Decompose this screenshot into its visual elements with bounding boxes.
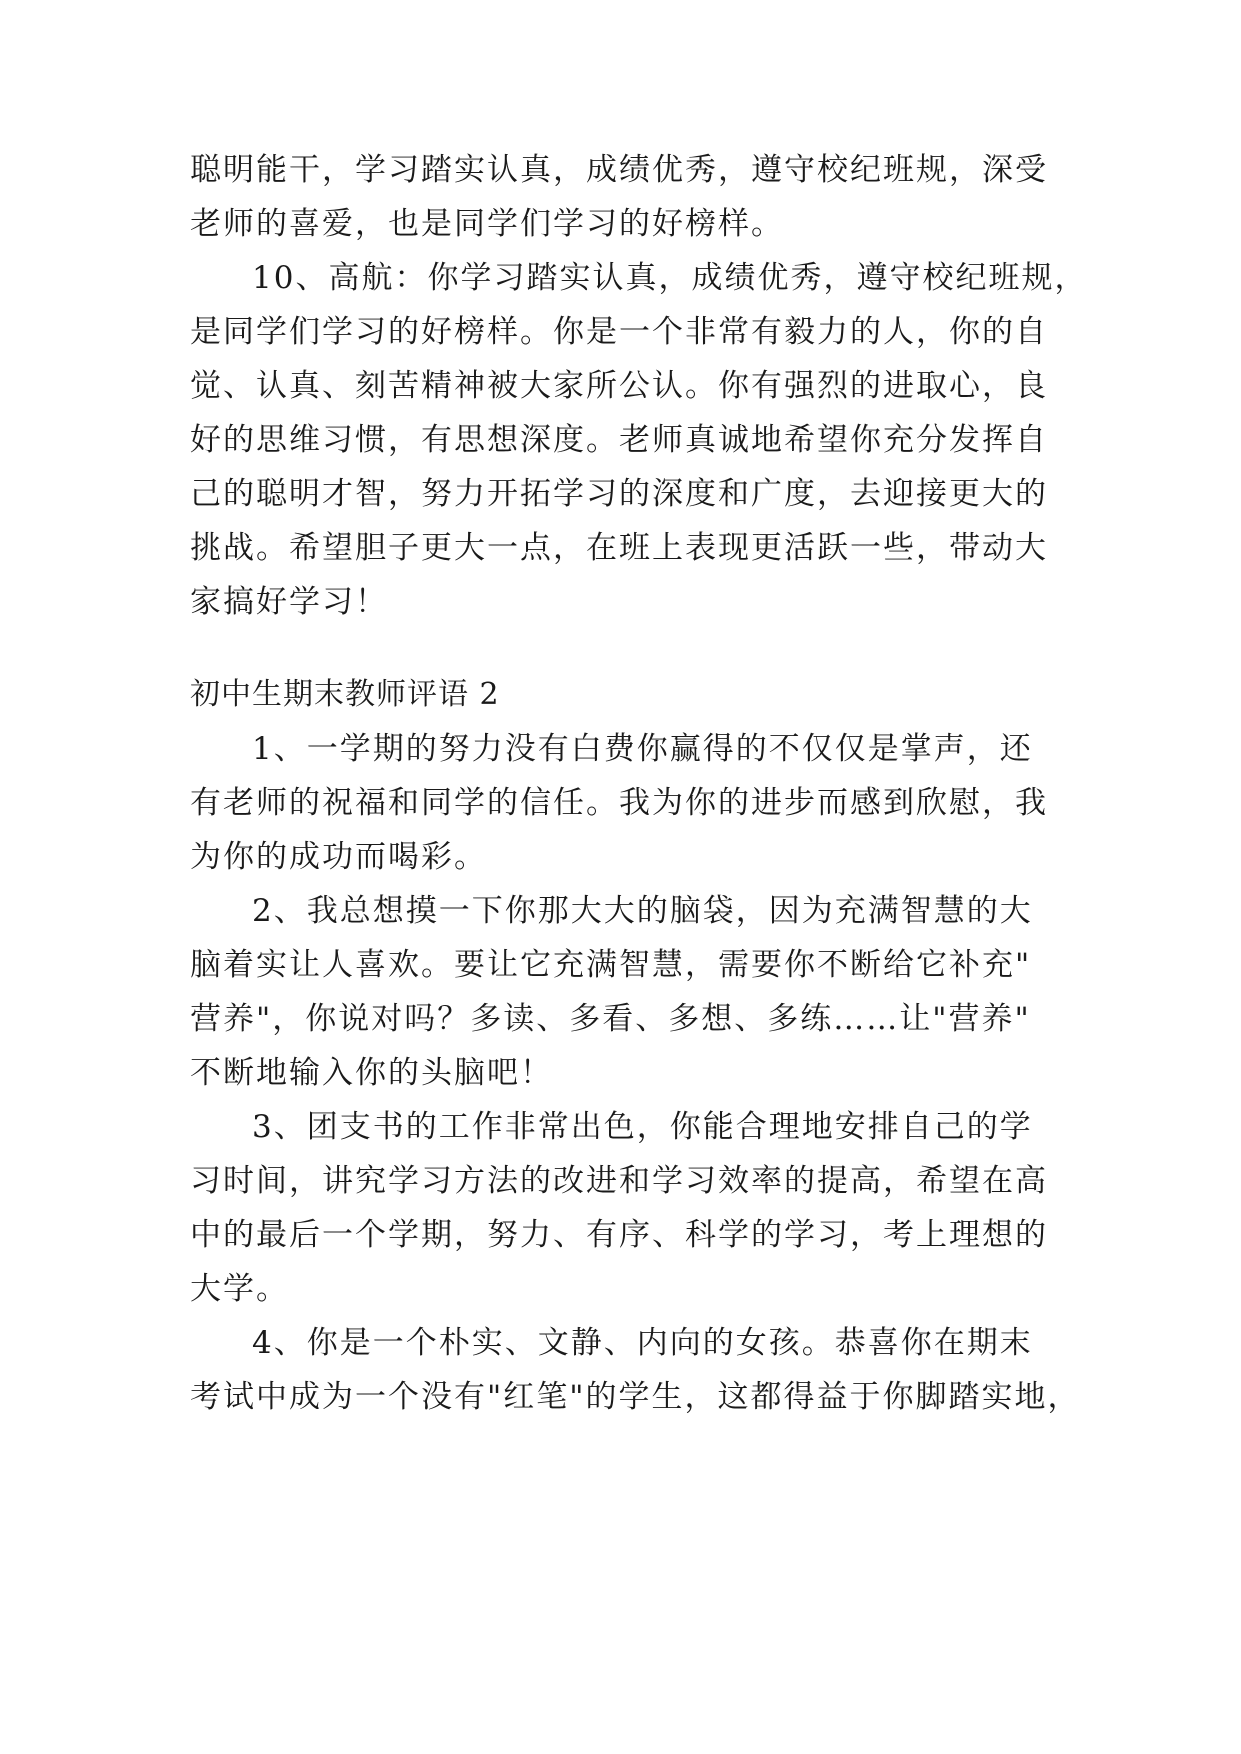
- text-line: 脑着实让人喜欢。要让它充满智慧，需要你不断给它补充": [190, 947, 1032, 983]
- text-line: 考试中成为一个没有"红笔"的学生，这都得益于你脚踏实地，: [190, 1379, 1081, 1415]
- text-line: 老师的喜爱，也是同学们学习的好榜样。: [190, 206, 784, 242]
- text-line: 是同学们学习的好榜样。你是一个非常有毅力的人，你的自: [190, 314, 1048, 350]
- paragraph-4-line: 4、你是一个朴实、文静、内向的女孩。恭喜你在期末: [252, 1325, 1033, 1361]
- paragraph-3-line: 3、团支书的工作非常出色，你能合理地安排自己的学: [252, 1109, 1033, 1145]
- text-line: 大学。: [190, 1271, 289, 1307]
- text-line: 家搞好学习！: [190, 584, 388, 620]
- text-line: 好的思维习惯，有思想深度。老师真诚地希望你充分发挥自: [190, 422, 1048, 458]
- text-line: 聪明能干，学习踏实认真，成绩优秀，遵守校纪班规，深受: [190, 152, 1048, 188]
- text-line: 营养"，你说对吗？多读、多看、多想、多练……让"营养": [190, 1001, 1031, 1037]
- text-line: 不断地输入你的头脑吧！: [190, 1055, 553, 1091]
- paragraph-2-line: 2、我总想摸一下你那大大的脑袋，因为充满智慧的大: [252, 893, 1033, 929]
- paragraph-10-line: 10、高航：你学习踏实认真，成绩优秀，遵守校纪班规，: [252, 260, 1088, 296]
- text-line: 习时间，讲究学习方法的改进和学习效率的提高，希望在高: [190, 1163, 1048, 1199]
- text-line: 挑战。希望胆子更大一点，在班上表现更活跃一些，带动大: [190, 530, 1048, 566]
- text-line: 己的聪明才智，努力开拓学习的深度和广度，去迎接更大的: [190, 476, 1048, 512]
- text-line: 有老师的祝福和同学的信任。我为你的进步而感到欣慰，我: [190, 785, 1048, 821]
- paragraph-1-line: 1、一学期的努力没有白费你赢得的不仅仅是掌声，还: [252, 731, 1033, 767]
- text-line: 为你的成功而喝彩。: [190, 839, 487, 875]
- text-line: 觉、认真、刻苦精神被大家所公认。你有强烈的进取心，良: [190, 368, 1048, 404]
- section-title: 初中生期末教师评语 2: [190, 677, 500, 712]
- text-line: 中的最后一个学期，努力、有序、科学的学习，考上理想的: [190, 1217, 1048, 1253]
